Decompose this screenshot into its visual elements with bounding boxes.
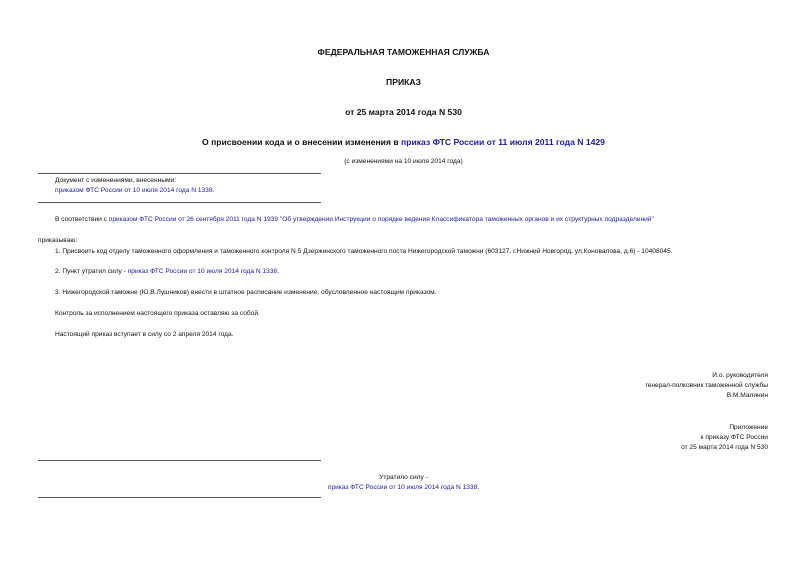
signer-name: В.М.Малинин xyxy=(726,392,768,399)
repealed-entry xyxy=(0,483,807,492)
repealed-label: Утратило силу - xyxy=(379,474,428,481)
preamble-text: В соответствии с xyxy=(55,216,109,223)
appendix-ref: к приказу ФТС России xyxy=(700,434,768,441)
doc-type: ПРИКАЗ xyxy=(386,77,421,87)
changes-entry xyxy=(55,186,214,195)
order-title-text: О присвоении кода и о внесении изменения в xyxy=(202,137,402,147)
changes-link[interactable]: приказом ФТС России от 10 июля 2014 года N 1338 xyxy=(55,187,213,194)
control-clause: Контроль за исполнением настоящего приказа оставляю за собой. xyxy=(55,310,260,317)
agency-name: ФЕДЕРАЛЬНАЯ ТАМОЖЕННАЯ СЛУЖБА xyxy=(317,47,490,57)
item-2-link[interactable]: приказ ФТС России от 10 июля 2014 года N 1338 xyxy=(127,268,278,275)
item-3: 3. Нижегородской таможне (Ю.В.Лушников) внести в штатное расписание изменение, обусловленное настоящим приказом. xyxy=(55,289,437,296)
repealed-suffix: . xyxy=(477,484,480,491)
changes-label: Документ с изменениями, внесенными: xyxy=(55,177,177,184)
appendix-date: от 25 марта 2014 года N 530 xyxy=(681,444,768,451)
divider-repealed-bottom xyxy=(38,497,321,498)
order-title-link[interactable]: приказ ФТС России от 11 июля 2011 года N 1429 xyxy=(401,137,605,147)
item-2-text: 2. Пункт утратил силу - xyxy=(55,268,128,275)
effective-clause: Настоящий приказ вступает в силу со 2 апреля 2014 года. xyxy=(55,331,234,338)
changes-suffix: . xyxy=(212,187,215,194)
order-date-number: от 25 марта 2014 года N 530 xyxy=(345,107,462,117)
order-title xyxy=(0,137,807,147)
item-2 xyxy=(55,267,279,276)
edition-note: (с изменениями на 10 июля 2014 года) xyxy=(344,158,463,165)
divider-top xyxy=(38,173,321,174)
divider-bottom xyxy=(38,202,321,203)
preamble-link[interactable]: приказом ФТС России от 26 сентября 2011 года N 1939 "Об утверждении Инструкции о порядке ведения Классификатора таможенных органов и их структурных подразделений" xyxy=(108,216,654,223)
appendix-label: Приложение xyxy=(729,424,768,431)
divider-repealed-top xyxy=(38,460,321,461)
signer-rank: генерал-полковник таможенной службы xyxy=(645,382,768,389)
item-1: 1. Присвоить код отделу таможенного оформления и таможенного контроля N 5 Дзержинского таможенного поста Нижегородской таможни (603127, г.Нижний Новгород, ул.Коновалова, д.6) - 10408045. xyxy=(55,248,673,255)
preamble xyxy=(55,215,654,224)
repealed-link[interactable]: приказ ФТС России от 10 июля 2014 года N 1338 xyxy=(327,484,478,491)
signer-role: И.о. руководителя xyxy=(712,372,768,379)
order-word: приказываю: xyxy=(38,237,78,244)
item-2-suffix: . xyxy=(277,268,279,275)
